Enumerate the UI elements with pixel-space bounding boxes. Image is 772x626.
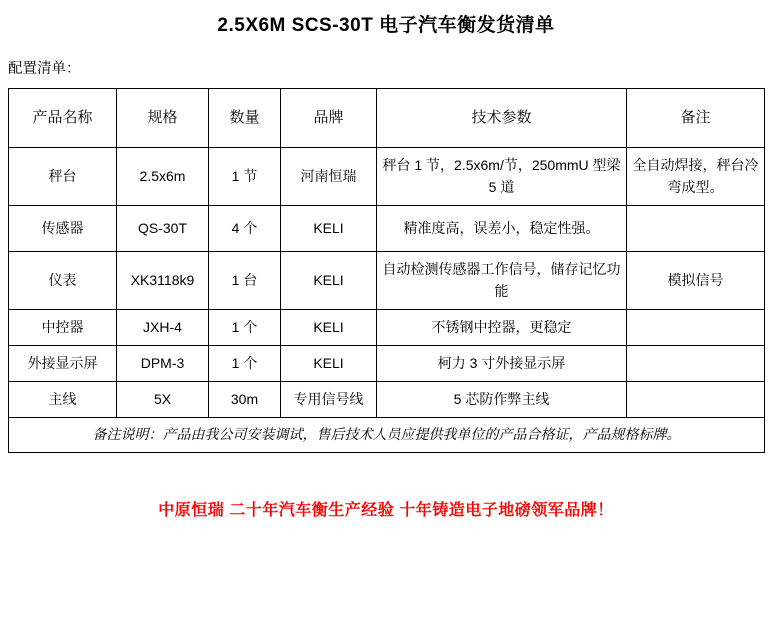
cell-brand: 专用信号线 bbox=[281, 382, 377, 418]
cell-param: 不锈钢中控器，更稳定 bbox=[377, 310, 627, 346]
column-header-brand: 品牌 bbox=[281, 89, 377, 148]
table-row bbox=[9, 252, 765, 310]
cell-qty: 1 个 bbox=[209, 310, 281, 346]
cell-qty: 1 个 bbox=[209, 346, 281, 382]
cell-note bbox=[627, 346, 765, 382]
column-header-spec: 规格 bbox=[117, 89, 209, 148]
cell-qty: 1 节 bbox=[209, 148, 281, 206]
column-header-qty: 数量 bbox=[209, 89, 281, 148]
table-header-row bbox=[9, 89, 765, 148]
table-remark-row bbox=[9, 418, 765, 453]
cell-brand: KELI bbox=[281, 346, 377, 382]
cell-brand: KELI bbox=[281, 252, 377, 310]
cell-product-name: 主线 bbox=[9, 382, 117, 418]
cell-note: 模拟信号 bbox=[627, 252, 765, 310]
cell-param: 自动检测传感器工作信号，储存记忆功能 bbox=[377, 252, 627, 310]
cell-product-name: 中控器 bbox=[9, 310, 117, 346]
cell-param: 柯力 3 寸外接显示屏 bbox=[377, 346, 627, 382]
cell-spec: 2.5x6m bbox=[117, 148, 209, 206]
cell-brand: 河南恒瑞 bbox=[281, 148, 377, 206]
cell-spec: DPM-3 bbox=[117, 346, 209, 382]
column-header-name: 产品名称 bbox=[9, 89, 117, 148]
spec-table bbox=[8, 88, 765, 453]
cell-product-name: 传感器 bbox=[9, 206, 117, 252]
config-list-label: 配置清单： bbox=[8, 61, 81, 77]
cell-param: 5 芯防作弊主线 bbox=[377, 382, 627, 418]
page-title: 2.5X6M SCS-30T 电子汽车衡发货清单 bbox=[217, 15, 555, 36]
table-row bbox=[9, 346, 765, 382]
cell-product-name: 秤台 bbox=[9, 148, 117, 206]
column-header-param: 技术参数 bbox=[377, 89, 627, 148]
cell-note: 全自动焊接，秤台冷弯成型。 bbox=[627, 148, 765, 206]
cell-note bbox=[627, 382, 765, 418]
cell-qty: 4 个 bbox=[209, 206, 281, 252]
cell-spec: 5X bbox=[117, 382, 209, 418]
table-row bbox=[9, 310, 765, 346]
table-row bbox=[9, 382, 765, 418]
table-row bbox=[9, 148, 765, 206]
cell-qty: 1 台 bbox=[209, 252, 281, 310]
cell-product-name: 仪表 bbox=[9, 252, 117, 310]
cell-param: 精准度高，误差小，稳定性强。 bbox=[377, 206, 627, 252]
cell-brand: KELI bbox=[281, 310, 377, 346]
cell-product-name: 外接显示屏 bbox=[9, 346, 117, 382]
cell-param: 秤台 1 节，2.5x6m/节，250mmU 型梁 5 道 bbox=[377, 148, 627, 206]
cell-note bbox=[627, 206, 765, 252]
column-header-note: 备注 bbox=[627, 89, 765, 148]
cell-spec: QS-30T bbox=[117, 206, 209, 252]
cell-spec: JXH-4 bbox=[117, 310, 209, 346]
cell-brand: KELI bbox=[281, 206, 377, 252]
cell-qty: 30m bbox=[209, 382, 281, 418]
cell-note bbox=[627, 310, 765, 346]
footer-slogan: 中原恒瑞 二十年汽车衡生产经验 十年铸造电子地磅领军品牌！ bbox=[158, 501, 614, 519]
remark-text: 备注说明：产品由我公司安装调试，售后技术人员应提供我单位的产品合格证，产品规格标牌。 bbox=[9, 418, 765, 453]
cell-spec: XK3118k9 bbox=[117, 252, 209, 310]
table-row bbox=[9, 206, 765, 252]
